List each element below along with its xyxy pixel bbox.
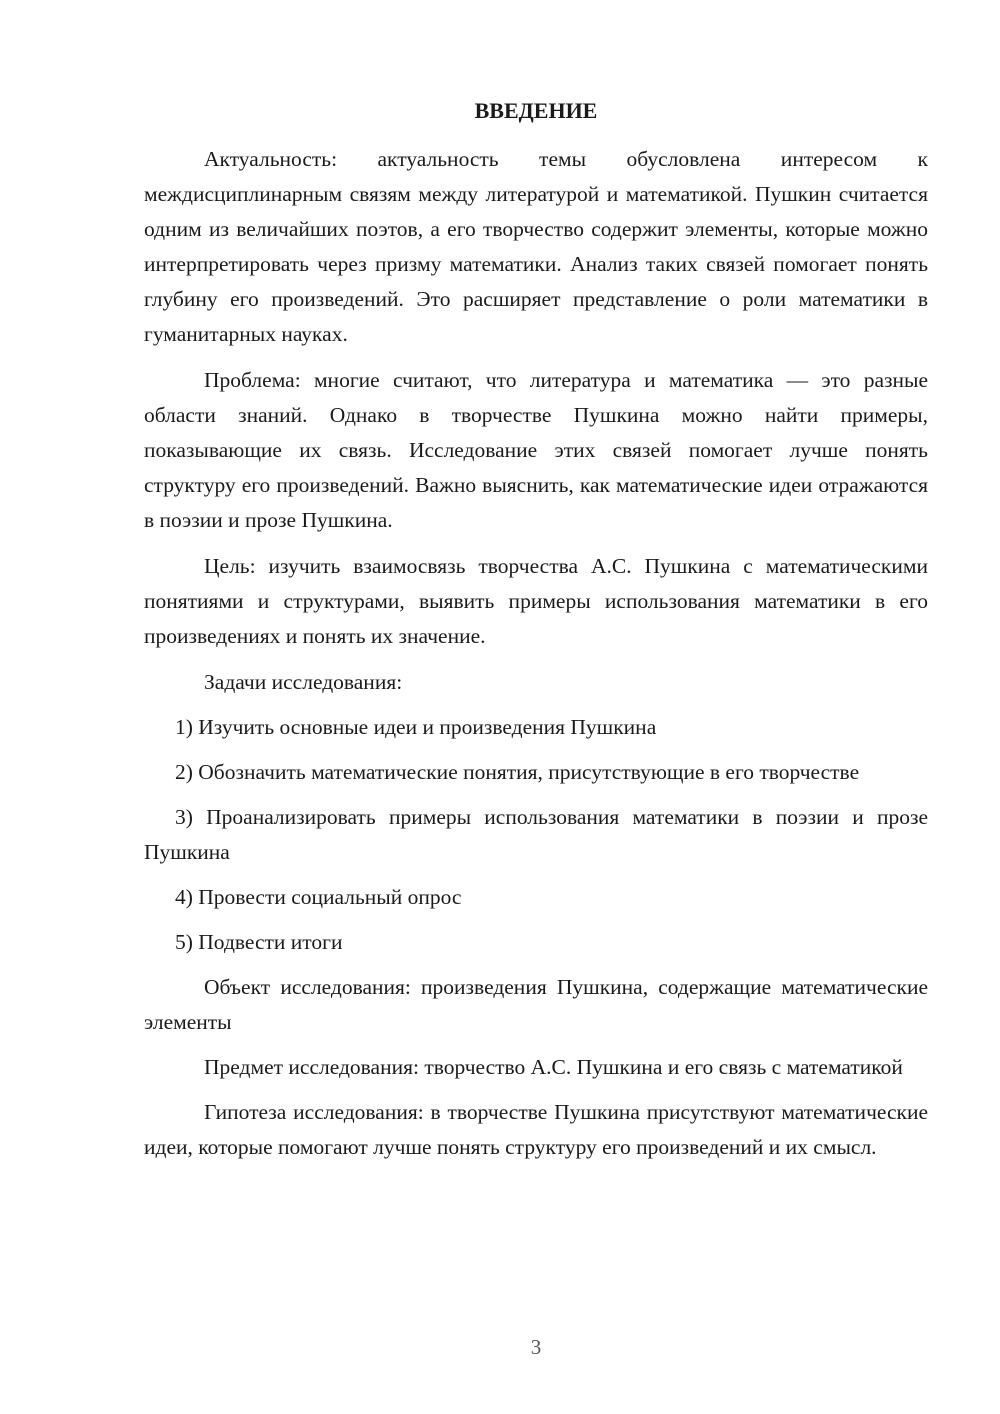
- task-item-5: 5) Подвести итоги: [175, 930, 343, 954]
- page-number: 3: [530, 1335, 542, 1359]
- task-item-3: 3) Проанализировать примеры использования математики в поэзии и прозе Пушкина: [144, 805, 928, 864]
- tasks-title: Задачи исследования:: [204, 670, 403, 694]
- paragraph-object: Объект исследования: произведения Пушкина, содержащие математические элементы: [144, 975, 928, 1034]
- paragraph-relevance: Актуальность: актуальность темы обусловлена интересом к междисциплинарным связям между литературой и математикой. Пушкин считается одним из величайших поэтов, а его творчество содержит элементы, которые можно интерпретировать через призму математики. Анализ таких связей помогает понять глубину его произведений. Это расширяет представление о роли математики в гуманитарных науках.: [144, 147, 928, 346]
- paragraph-goal: Цель: изучить взаимосвязь творчества А.С. Пушкина с математическими понятиями и структурами, выявить примеры использования математики в его произведениях и понять их значение.: [144, 554, 928, 648]
- paragraph-problem: Проблема: многие считают, что литература и математика — это разные области знаний. Однако в творчестве Пушкина можно найти примеры, показывающие их связь. Исследование этих связей помогает лучше понять структуру его произведений. Важно выяснить, как математические идеи отражаются в поэзии и прозе Пушкина.: [144, 368, 928, 532]
- paragraph-subject: Предмет исследования: творчество А.С. Пушкина и его связь с математикой: [204, 1055, 903, 1079]
- task-item-4: 4) Провести социальный опрос: [175, 885, 462, 909]
- paragraph-hypothesis: Гипотеза исследования: в творчестве Пушкина присутствуют математические идеи, которые помогают лучше понять структуру его произведений и их смысл.: [144, 1100, 928, 1159]
- task-item-2: 2) Обозначить математические понятия, присутствующие в его творчестве: [175, 760, 860, 784]
- body-text: [144, 142, 928, 1165]
- task-item-1: 1) Изучить основные идеи и произведения Пушкина: [175, 715, 657, 739]
- page-title: ВВЕДЕНИЕ: [474, 98, 598, 123]
